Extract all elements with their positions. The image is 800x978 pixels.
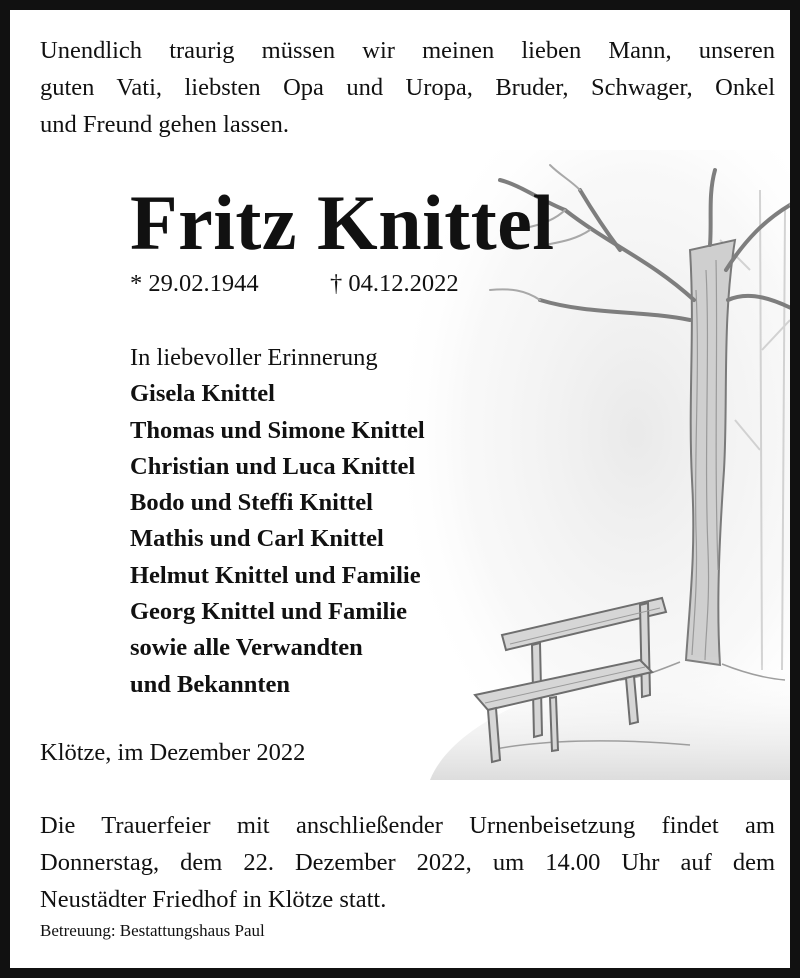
funeral-home-credit: Betreuung: Bestattungshaus Paul [40,921,265,940]
mourner-name: sowie alle Verwandten [130,634,363,662]
death-date: † 04.12.2022 [330,270,459,297]
service-details [40,807,775,918]
remembrance-line: In liebevoller Erinnerung [130,344,378,371]
mourner-name: Gisela Knittel [130,380,275,408]
mourner-name: Helmut Knittel und Familie [130,561,421,589]
mourners-list [130,340,425,703]
intro-line: Unendlich traurig müssen wir meinen lieben Mann, unseren [40,37,775,64]
life-dates [130,268,459,300]
mourner-name: Mathis und Carl Knittel [130,525,384,553]
place-and-date: Klötze, im Dezember 2022 [40,739,306,766]
service-line: Neustädter Friedhof in Klötze statt. [40,886,387,913]
mourner-name: Thomas und Simone Knittel [130,416,425,444]
mourner-name: Christian und Luca Knittel [130,452,416,480]
mourner-name: Bodo und Steffi Knittel [130,489,373,517]
intro-text [40,32,775,143]
intro-line: und Freund gehen lassen. [40,111,290,138]
service-line: Die Trauerfeier mit anschließender Urnenbeisetzung findet am [40,812,775,839]
deceased-name: Fritz Knittel [130,179,555,266]
service-line: Donnerstag, dem 22. Dezember 2022, um 14.00 Uhr auf dem [40,849,775,876]
mourner-name: Georg Knittel und Familie [130,598,407,626]
birth-date: * 29.02.1944 [130,270,259,297]
mourner-name: und Bekannten [130,670,291,698]
intro-line: guten Vati, liebsten Opa und Uropa, Bruder, Schwager, Onkel [40,74,775,101]
